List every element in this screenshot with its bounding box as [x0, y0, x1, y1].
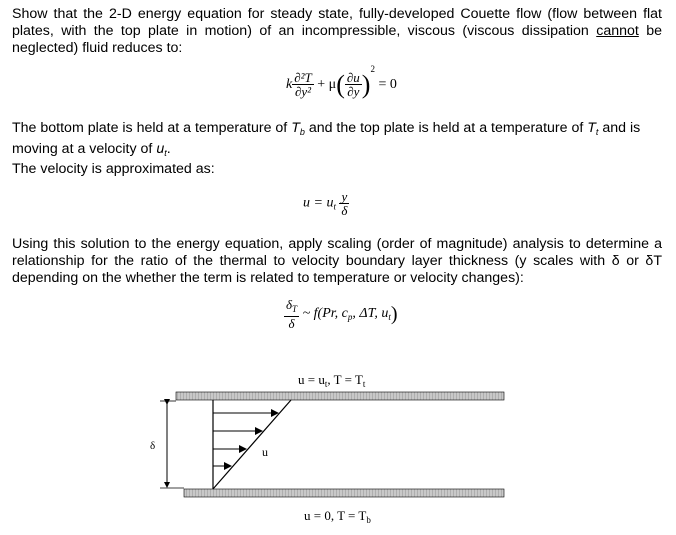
req-ut-sub: t — [388, 312, 391, 323]
intro-text-2: be neglected) fluid reduces to: — [12, 23, 662, 56]
bottom-plate-label: u = 0, $T = T_b$ — [304, 508, 371, 525]
req-num: δ — [286, 297, 293, 312]
veq-den: δ — [341, 203, 348, 218]
veq-num: y — [341, 189, 348, 204]
intro-underlined-word: cannot — [596, 23, 639, 39]
req-den: δ — [288, 316, 295, 331]
bc-Tt: T — [587, 120, 596, 136]
eq-dy: ∂y — [347, 84, 360, 100]
req-close: ) — [390, 303, 398, 325]
u-label: u — [262, 445, 268, 459]
req-rhs: ~ f(Pr, c — [302, 306, 348, 322]
delta-label: δ — [150, 440, 156, 452]
eq-plus-mu: + μ — [317, 77, 337, 92]
bc-ut-sub: t — [164, 148, 167, 158]
bc-text-2: and the top plate is held at a temperature of — [304, 120, 588, 136]
veq-lhs-sub: t — [333, 201, 336, 212]
bc-Tt-sub: t — [595, 127, 599, 137]
eq-du: ∂u — [346, 70, 360, 86]
top-plate — [176, 392, 504, 400]
bc-text-1: The bottom plate is held at a temperature of — [12, 120, 292, 136]
intro-text-1: Show that the 2-D energy equation for steady state, fully-developed Couette flow (flow between flat plates, with the top plate in motion) of an incompressible, viscous (viscous dissipation — [12, 6, 662, 39]
scaling-paragraph: Using this solution to the energy equation, apply scaling (order of magnitude) analysis to determine a relationship for the ratio of the thermal to velocity boundary layer thickness (y scales with δ or δT depending on the whether the term is related to temperature or velocity changes): — [12, 236, 662, 286]
req-cp-sub: p — [347, 312, 353, 323]
eq-equals-zero: = 0 — [378, 77, 397, 92]
energy-equation: k $\frac{\text{∂²T}}{\text{∂y²}}$ + μ( $\frac{\partial u}{\partial y}$ )$^2$ = 0 — [286, 64, 397, 100]
eq-dy2: ∂y² — [294, 84, 312, 100]
bc-text-4: . — [166, 141, 171, 157]
bc-Tb-sub: b — [299, 127, 305, 137]
bc-text-3: and is moving at a velocity of — [12, 120, 641, 157]
bc-ut: u — [156, 141, 165, 157]
bottom-plate — [184, 489, 504, 497]
top-plate-label: $u = u_t$, $T = T_t$ — [298, 372, 366, 389]
req-rhs2: , ΔT, u — [352, 306, 389, 322]
veq-lhs: u = u — [303, 195, 334, 211]
bc-Tb: T — [291, 120, 300, 136]
eq-k: k — [286, 77, 293, 92]
req-num-sub: T — [292, 304, 298, 314]
eq-d2T: ∂²T — [294, 70, 312, 86]
velocity-intro: The velocity is approximated as: — [12, 161, 215, 177]
eq-power: 2 — [370, 64, 375, 74]
